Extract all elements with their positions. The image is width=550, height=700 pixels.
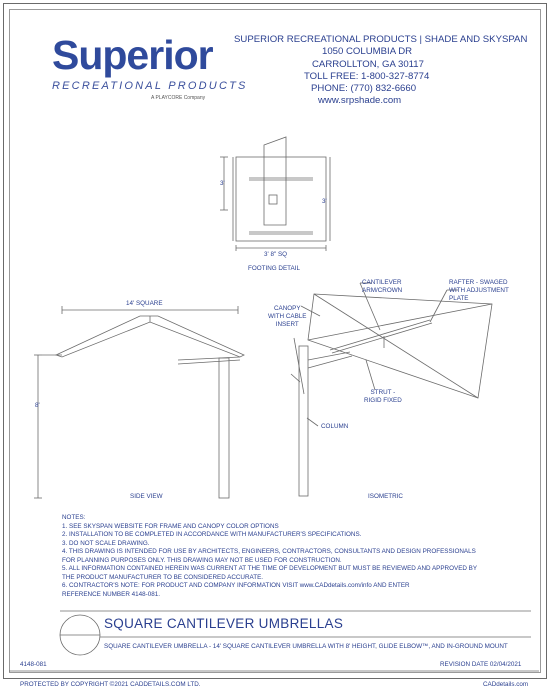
- callout-rafter: RAFTER - SWAGED WITH ADJUSTMENT PLATE: [449, 279, 509, 302]
- callout-strut: STRUT - RIGID FIXED: [364, 389, 402, 404]
- callout-column: COLUMN: [321, 423, 349, 430]
- brand-logo-subtitle: RECREATIONAL PRODUCTS: [52, 80, 248, 92]
- callout-cantilever-arm: CANTILEVER ARM/CROWN: [362, 279, 403, 294]
- company-phone: PHONE: (770) 832-6660: [311, 83, 417, 95]
- footing-detail-drawing: [220, 137, 330, 251]
- drawing-subtitle: SQUARE CANTILEVER UMBRELLA - 14' SQUARE CANTILEVER UMBRELLA WITH 8' HEIGHT, GLIDE ELBOW™, AND IN-GROUND MOUNT: [104, 643, 508, 650]
- side-view-height-label: 8': [35, 402, 40, 409]
- footing-width-label: 3' 8" SQ: [264, 251, 288, 258]
- notes-heading: NOTES:: [62, 514, 86, 521]
- note-line: FOR PLANNING PURPOSES ONLY. THIS DRAWING MAY NOT BE USED FOR CONSTRUCTION.: [62, 556, 342, 564]
- brand-logo-wordmark: Superior: [52, 32, 213, 78]
- company-street: 1050 COLUMBIA DR: [322, 46, 413, 58]
- note-line: 2. INSTALLATION TO BE COMPLETED IN ACCORDANCE WITH MANUFACTURER'S SPECIFICATIONS.: [62, 531, 362, 538]
- note-line: 1. SEE SKYSPAN WEBSITE FOR FRAME AND CANOPY COLOR OPTIONS: [62, 522, 279, 530]
- note-line: 6. CONTRACTOR'S NOTE: FOR PRODUCT AND COMPANY INFORMATION VISIT www.CADdetails.com/info AND ENTER: [62, 582, 410, 589]
- side-view-label: SIDE VIEW: [130, 493, 163, 500]
- reference-number: 4148-081: [20, 661, 47, 668]
- note-line: THE PRODUCT MANUFACTURER TO BE CONSIDERED ACCURATE.: [62, 573, 264, 581]
- company-website[interactable]: www.srpshade.com: [318, 95, 402, 107]
- drawing-title: SQUARE CANTILEVER UMBRELLAS: [104, 616, 344, 631]
- side-view-width-label: 14' SQUARE: [126, 300, 163, 307]
- side-view-drawing: [34, 306, 244, 498]
- isometric-label: ISOMETRIC: [368, 493, 403, 500]
- caddetails-link[interactable]: CADdetails.com: [483, 681, 529, 688]
- footing-detail-label: FOOTING DETAIL: [248, 265, 301, 272]
- brand-logo-tagline: A PLAYCORE Company: [151, 95, 206, 101]
- company-tollfree: TOLL FREE: 1-800-327-8774: [304, 70, 430, 82]
- footing-dim-left: 3': [220, 180, 225, 187]
- revision-date: REVISION DATE 02/04/2021: [440, 661, 522, 668]
- notes-block: [62, 514, 502, 599]
- callout-canopy: CANOPY WITH CABLE INSERT: [268, 305, 307, 328]
- note-line: 3. DO NOT SCALE DRAWING.: [62, 539, 150, 547]
- footing-dim-right: 3': [322, 198, 327, 205]
- copyright-notice: PROTECTED BY COPYRIGHT ©2021 CADDETAILS.COM LTD.: [20, 681, 201, 688]
- note-line: REFERENCE NUMBER 4148-081.: [62, 590, 160, 598]
- company-city: CARROLLTON, GA 30117: [312, 58, 424, 70]
- note-line: 4. THIS DRAWING IS INTENDED FOR USE BY ARCHITECTS, ENGINEERS, CONTRACTORS, CONSULTANTS AND DESIGN PROFESSIONALS: [62, 548, 476, 555]
- company-name: SUPERIOR RECREATIONAL PRODUCTS | SHADE AND SKYSPAN: [234, 34, 528, 45]
- note-line: 5. ALL INFORMATION CONTAINED HEREIN WAS CURRENT AT THE TIME OF DEVELOPMENT BUT MUST BE REVIEWED AND APPROVED BY: [62, 565, 478, 572]
